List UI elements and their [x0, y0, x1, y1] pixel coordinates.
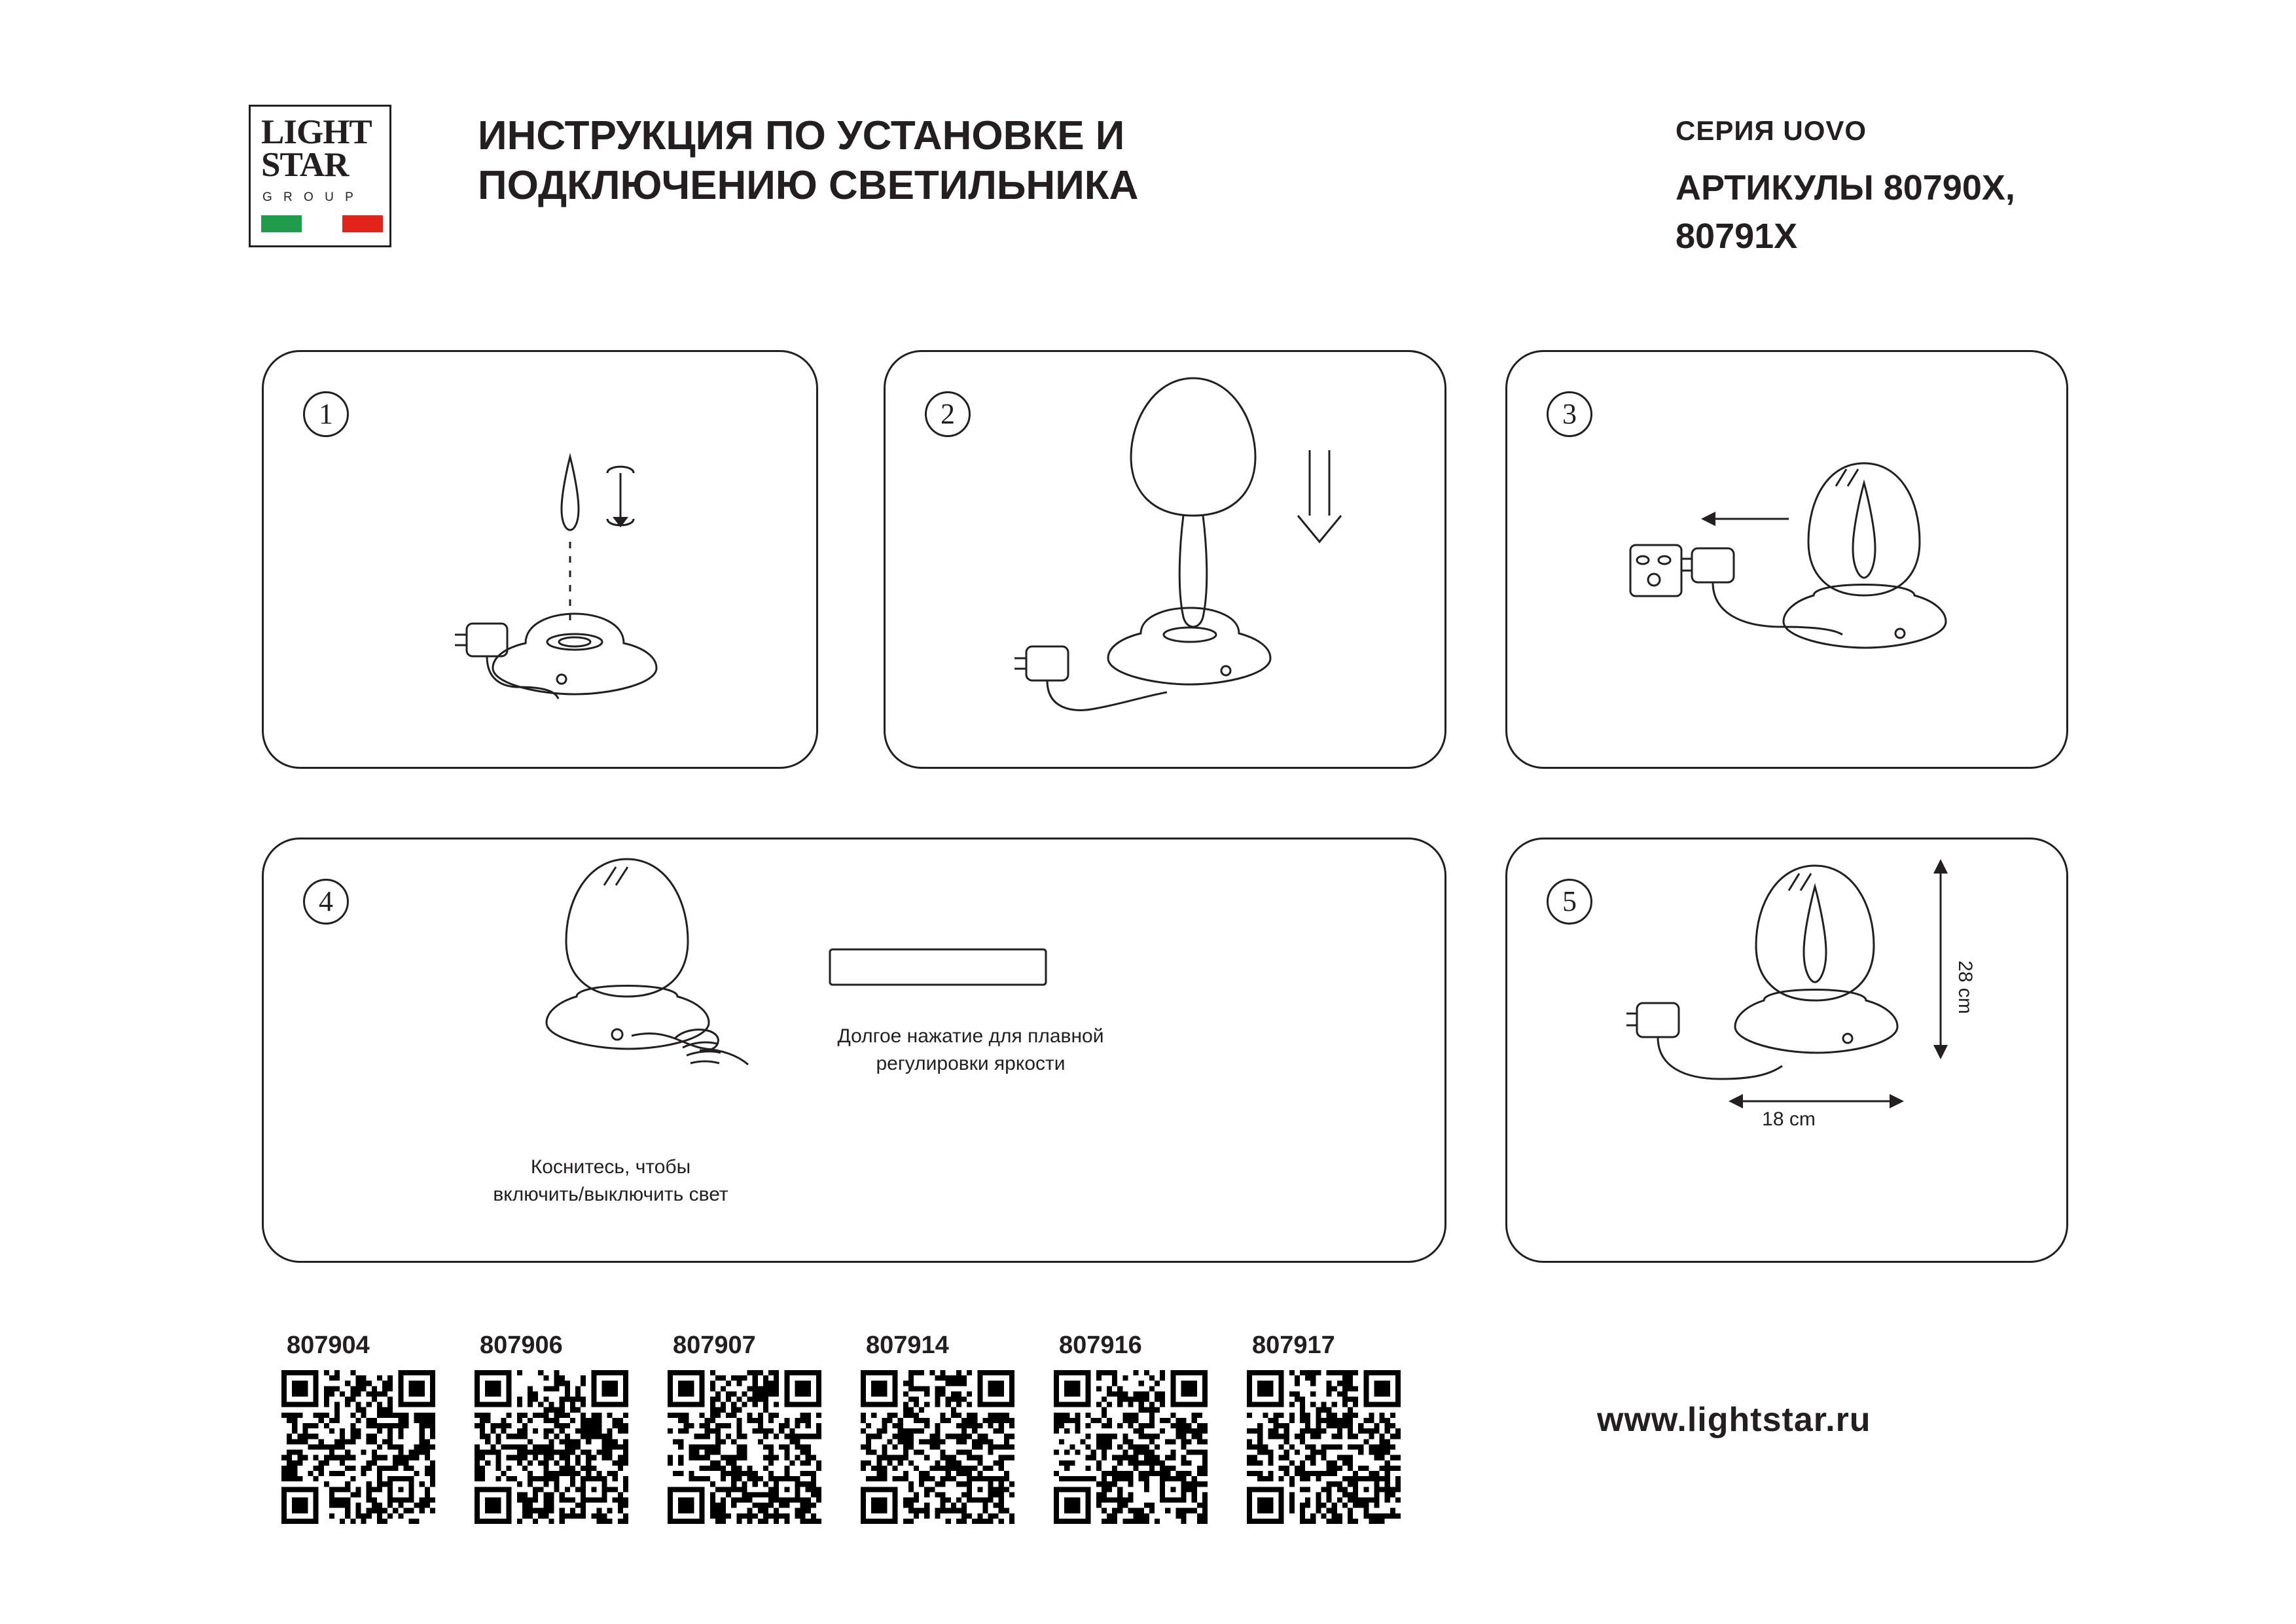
logo-subtitle: G R O U P [262, 190, 357, 204]
qr-label-2: 807907 [673, 1332, 756, 1359]
header [249, 92, 2055, 281]
qr-image-2 [668, 1370, 821, 1524]
step-panel-4 [262, 838, 1446, 1263]
qr-item-4 [1054, 1332, 1244, 1527]
qr-image-5 [1247, 1370, 1401, 1524]
qr-item-3 [861, 1332, 1050, 1527]
qr-label-5: 807917 [1252, 1332, 1335, 1359]
step-number-1: 1 [303, 391, 349, 437]
qr-image-0 [281, 1370, 435, 1524]
step-panel-3 [1505, 350, 2068, 769]
website-url: www.lightstar.ru [1597, 1401, 1871, 1439]
qr-label-1: 807906 [480, 1332, 563, 1359]
italy-flag-icon [261, 215, 383, 232]
step-4-caption-dim [800, 1023, 1141, 1078]
logo-line-1: LIGHT [261, 113, 372, 151]
qr-item-1 [475, 1332, 664, 1527]
qr-code-row [281, 1332, 1486, 1547]
page-title: ИНСТРУКЦИЯ ПО УСТАНОВКЕ И ПОДКЛЮЧЕНИЮ СВЕТИЛЬНИКА [478, 113, 1139, 208]
step-4-caption-touch [460, 1154, 761, 1209]
qr-label-0: 807904 [287, 1332, 370, 1359]
step-number-5: 5 [1547, 879, 1592, 925]
qr-item-2 [668, 1332, 857, 1527]
step-panel-5 [1505, 838, 2068, 1263]
step-4-caption-dim-line-1: Долгое нажатие для плавной [837, 1025, 1104, 1047]
step-number-2: 2 [925, 391, 971, 437]
qr-item-0 [281, 1332, 471, 1527]
step-4-caption-touch-line-1: Коснитесь, чтобы [530, 1156, 691, 1178]
step-panel-2 [884, 350, 1446, 769]
qr-image-3 [861, 1370, 1014, 1524]
dimension-width-label: 18 cm [1762, 1108, 1816, 1130]
logo-wordmark [261, 113, 372, 184]
dimension-height-label: 28 cm [1954, 961, 1976, 1014]
step-number-4: 4 [303, 879, 349, 925]
logo-line-2: STAR [261, 146, 349, 184]
brand-logo [249, 105, 391, 247]
article-line-2: 80791X [1676, 217, 1798, 256]
qr-label-4: 807916 [1059, 1332, 1142, 1359]
series-block [1676, 115, 2134, 260]
step-number-3: 3 [1547, 391, 1592, 437]
series-name: СЕРИЯ UOVO [1676, 115, 1867, 146]
step-panel-1 [262, 350, 818, 769]
qr-image-1 [475, 1370, 628, 1524]
step-4-caption-touch-line-2: включить/выключить свет [493, 1184, 728, 1205]
article-line-1: АРТИКУЛЫ 80790X, [1676, 168, 2015, 207]
qr-image-4 [1054, 1370, 1208, 1524]
qr-label-3: 807914 [866, 1332, 949, 1359]
step-4-caption-dim-line-2: регулировки яркости [876, 1053, 1066, 1074]
qr-item-5 [1247, 1332, 1437, 1527]
